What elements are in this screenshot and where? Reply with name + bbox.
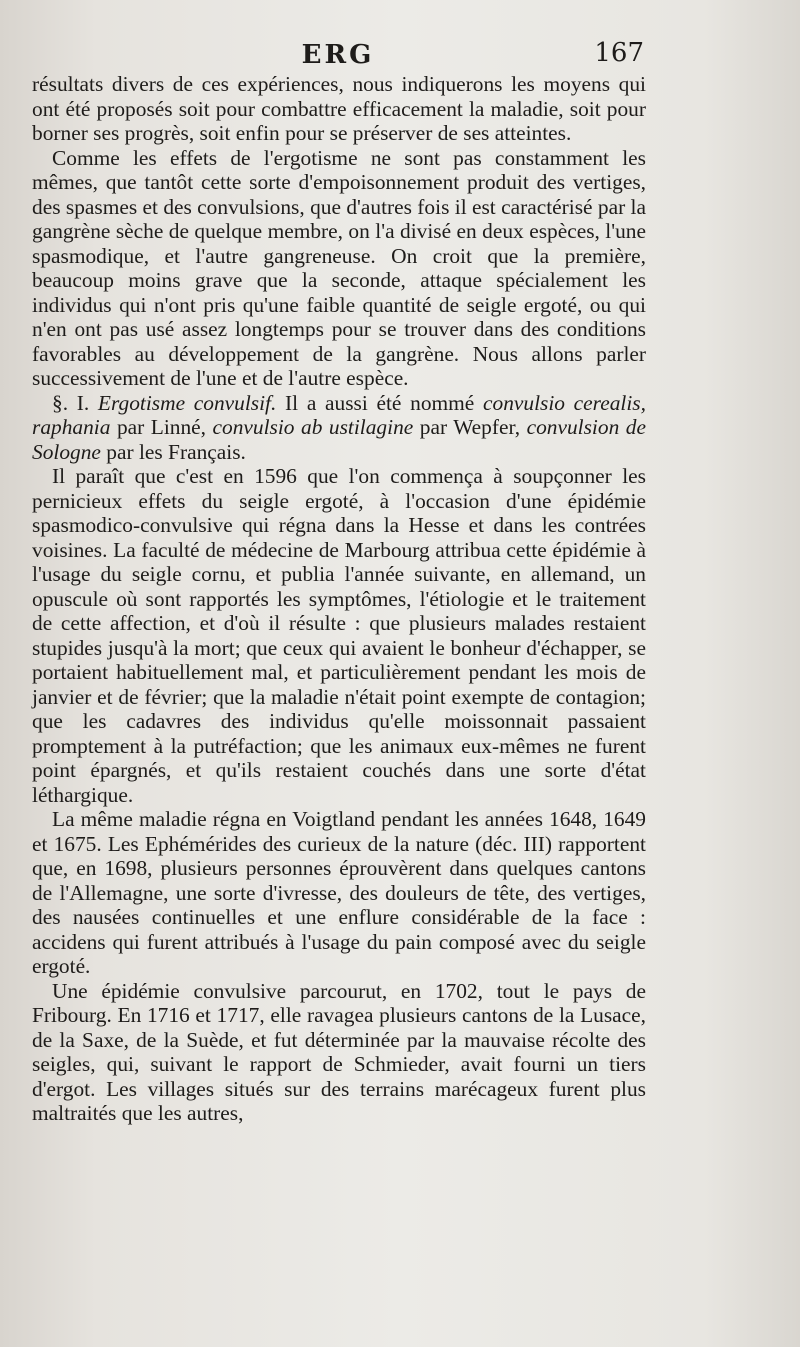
paragraph: Une épidémie convulsive parcourut, en 1702, tout le pays de Fribourg. En 1716 et 1717, elle ravagea plusieurs cantons de la Lusace, de la Saxe, de la Suède, et fut déterminée par la mauvaise récolte des seigles, qui, suivant le rapport de Schmieder, avait fourni un tiers d'ergot. Les villages situés sur des terrains marécageux furent plus maltraités que les autres, xyxy=(32,978,646,1125)
section-title: Ergotisme convulsif. xyxy=(97,390,277,415)
paragraph-text: par Wepfer, xyxy=(419,415,521,439)
paragraph-text: par Linné, xyxy=(116,415,207,439)
italic-name: convulsio ab ustilagine xyxy=(212,415,414,439)
page-header xyxy=(32,38,644,72)
paragraph-text: par les Français. xyxy=(106,439,246,464)
paragraph: Comme les effets de l'ergotisme ne sont pas constamment les mêmes, que tantôt cette sorte d'empoisonnement produit des vertiges, des spasmes et des convulsions, que d'autres fois il est caractérisé par la gangrène sèche de quelque membre, on l'a divisé en deux espèces, l'une spasmodique, et l'autre gangreneuse. On croit que la première, beaucoup moins grave que la seconde, attaque spécialement les individus qui n'ont pris qu'une faible quantité de seigle ergoté, ou qui n'en ont pas usé assez longtemps pour se trouver dans des conditions favorables au développement de la gangrène. Nous allons parler successivement de l'une et de l'autre espèce. xyxy=(32,145,646,390)
body-text xyxy=(32,72,646,1126)
paragraph: résultats divers de ces expériences, nous indiquerons les moyens qui ont été proposés soit pour combattre efficacement la maladie, soit pour borner ses progrès, soit enfin pour se préserver de ses atteintes. xyxy=(32,72,646,145)
page-number: 167 xyxy=(594,38,644,68)
paragraph-text: Il a aussi été nommé xyxy=(285,390,475,415)
paragraph: La même maladie régna en Voigtland pendant les années 1648, 1649 et 1675. Les Ephémérides des curieux de la nature (déc. III) rapportent que, en 1698, plusieurs personnes éprouvèrent dans quelques cantons de l'Allemagne, une sorte d'ivresse, des douleurs de tête, des vertiges, des nausées continuelles et une enflure considérable de la face : accidens qui furent attribués à l'usage du pain composé avec du seigle ergoté. xyxy=(32,807,646,978)
italic-name: convulsio cerealis, raphania xyxy=(32,390,646,439)
paragraph: Il paraît que c'est en 1596 que l'on commença à soupçonner les pernicieux effets du seigle ergoté, à l'occasion d'une épidémie spasmodico-convulsive qui régna dans la Hesse et dans les contrées voisines. La faculté de médecine de Marbourg attribua cette épidémie à l'usage du seigle cornu, et publia l'année suivante, en allemand, un opuscule où sont rapportés les symptômes, l'étiologie et le traitement de cette affection, et d'où il résulte : que plusieurs malades restaient stupides jusqu'à la mort; que ceux qui avaient le bonheur d'échapper, se portaient habituellement mal, et particulièrement pendant les mois de janvier et de février; que la maladie n'était point exempte de contagion; que les cadavres des individus qu'elle moissonnait passaient promptement à la putréfaction; que les animaux eux-mêmes ne furent point épargnés, et qu'ils restaient couchés dans une sorte d'état léthargique. xyxy=(32,464,646,807)
italic-name: convulsion de Sologne xyxy=(32,415,646,464)
running-head: ERG xyxy=(301,40,375,70)
section-paragraph xyxy=(32,391,646,465)
section-mark: §. I. xyxy=(52,390,90,415)
